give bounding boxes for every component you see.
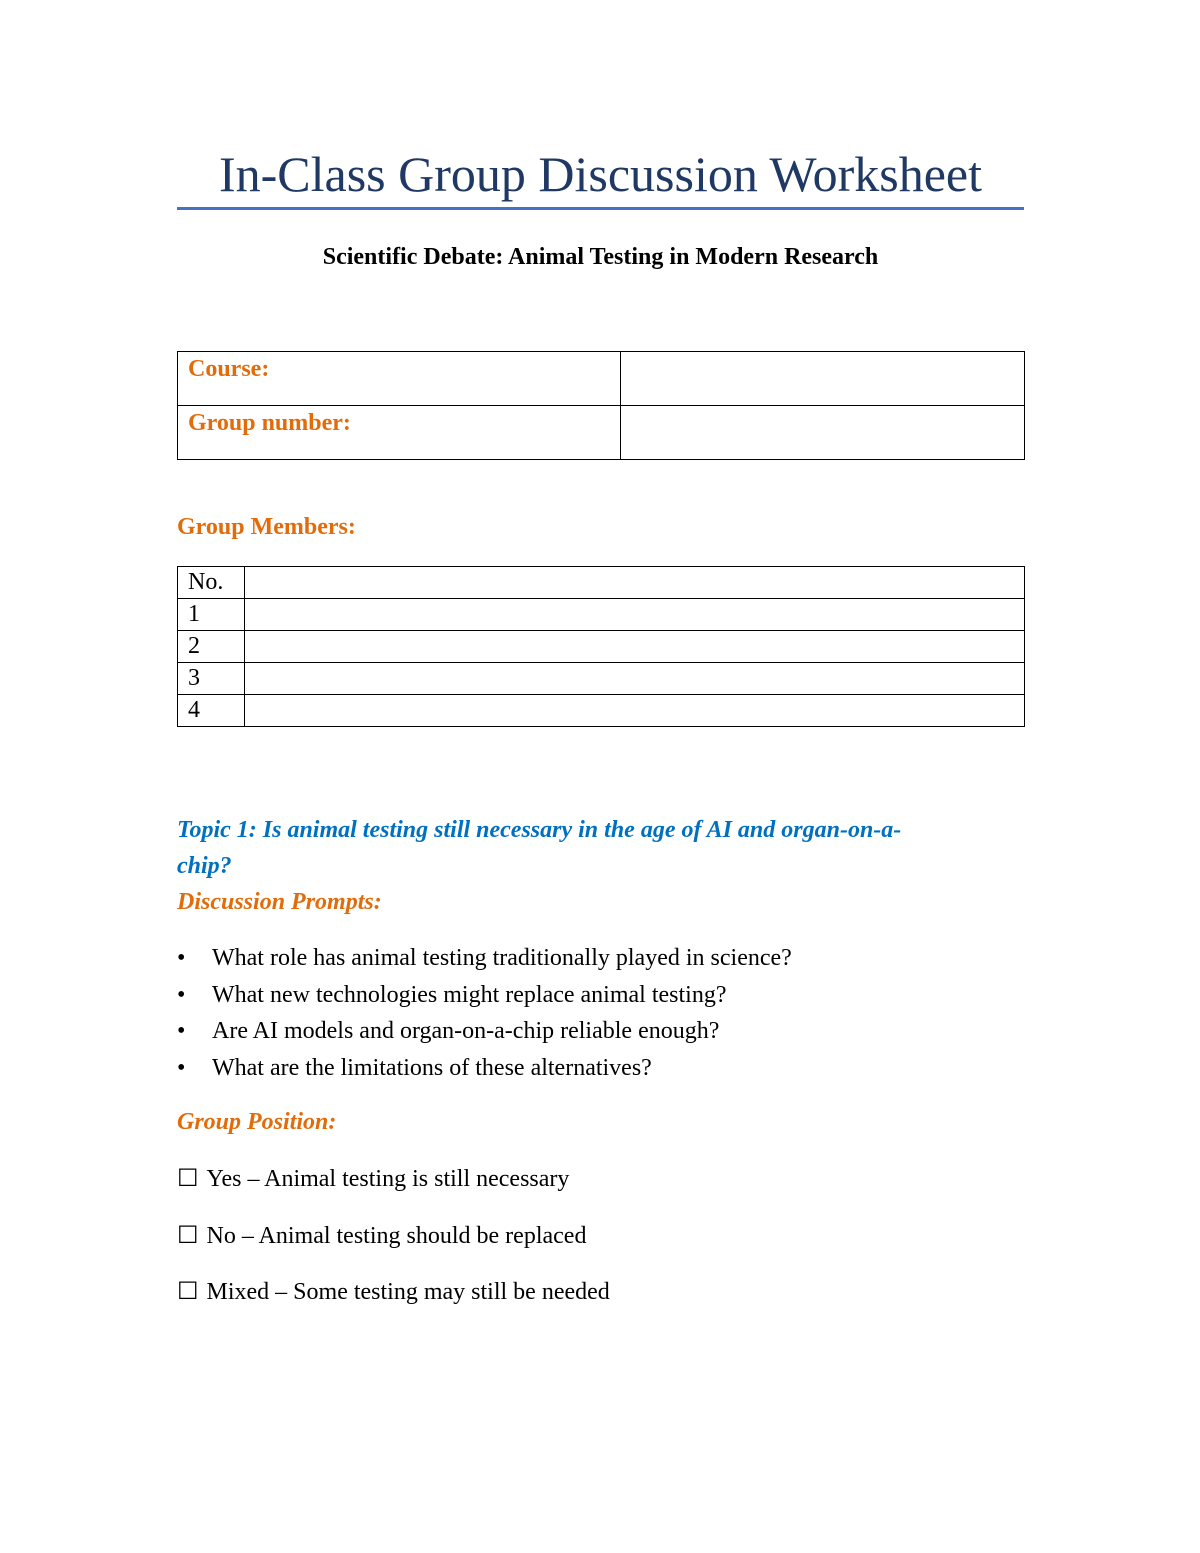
checkbox-icon[interactable]: ☐ bbox=[177, 1279, 199, 1305]
position-option-mixed bbox=[177, 1276, 610, 1308]
position-option-yes bbox=[177, 1163, 569, 1195]
option-label: Yes – Animal testing is still necessary bbox=[206, 1166, 570, 1192]
table-row bbox=[178, 599, 1025, 631]
member-number: 3 bbox=[178, 663, 245, 695]
topic-1-title: Topic 1: Is animal testing still necessary in the age of AI and organ-on-a-chip? bbox=[177, 817, 902, 879]
course-field[interactable] bbox=[621, 352, 1025, 406]
members-no-header: No. bbox=[178, 567, 245, 599]
title-underline bbox=[177, 207, 1024, 210]
discussion-prompts-list bbox=[177, 940, 1027, 1086]
prompt-text: What new technologies might replace animal testing? bbox=[212, 981, 727, 1008]
prompt-text: What role has animal testing traditionally played in science? bbox=[212, 945, 792, 971]
list-item bbox=[177, 1050, 1027, 1087]
worksheet-title: In-Class Group Discussion Worksheet bbox=[218, 146, 983, 202]
group-position-heading: Group Position: bbox=[177, 1109, 337, 1135]
group-number-field[interactable] bbox=[621, 406, 1025, 460]
group-number-label: Group number: bbox=[178, 406, 621, 460]
member-number: 1 bbox=[178, 599, 245, 631]
table-row bbox=[178, 663, 1025, 695]
members-header-row bbox=[178, 567, 1025, 599]
worksheet-subtitle: Scientific Debate: Animal Testing in Modern Research bbox=[322, 244, 879, 270]
member-name-field[interactable] bbox=[245, 631, 1025, 663]
list-item bbox=[177, 1013, 1027, 1050]
checkbox-icon[interactable]: ☐ bbox=[177, 1223, 199, 1249]
member-number: 4 bbox=[178, 695, 245, 727]
list-item bbox=[177, 977, 1027, 1014]
option-label: Mixed – Some testing may still be needed bbox=[206, 1279, 610, 1305]
bullet-icon: • bbox=[177, 1054, 186, 1081]
position-option-no bbox=[177, 1220, 586, 1252]
member-name-field[interactable] bbox=[245, 663, 1025, 695]
prompt-text: Are AI models and organ-on-a-chip reliable enough? bbox=[212, 1018, 720, 1044]
group-number-row bbox=[178, 406, 1025, 460]
discussion-prompts-heading: Discussion Prompts: bbox=[177, 889, 382, 915]
member-number: 2 bbox=[178, 631, 245, 663]
members-name-header bbox=[245, 567, 1025, 599]
course-label: Course: bbox=[178, 352, 621, 406]
checkbox-icon[interactable]: ☐ bbox=[177, 1166, 199, 1192]
list-item bbox=[177, 940, 1027, 977]
group-members-table bbox=[177, 566, 1025, 727]
member-name-field[interactable] bbox=[245, 695, 1025, 727]
course-row bbox=[178, 352, 1025, 406]
bullet-icon: • bbox=[177, 1018, 186, 1044]
bullet-icon: • bbox=[177, 981, 186, 1008]
course-info-table bbox=[177, 351, 1025, 460]
member-name-field[interactable] bbox=[245, 599, 1025, 631]
prompt-text: What are the limitations of these alternatives? bbox=[212, 1054, 652, 1081]
bullet-icon: • bbox=[177, 945, 186, 971]
option-label: No – Animal testing should be replaced bbox=[206, 1223, 587, 1249]
table-row bbox=[178, 695, 1025, 727]
group-members-heading: Group Members: bbox=[177, 514, 356, 540]
table-row bbox=[178, 631, 1025, 663]
